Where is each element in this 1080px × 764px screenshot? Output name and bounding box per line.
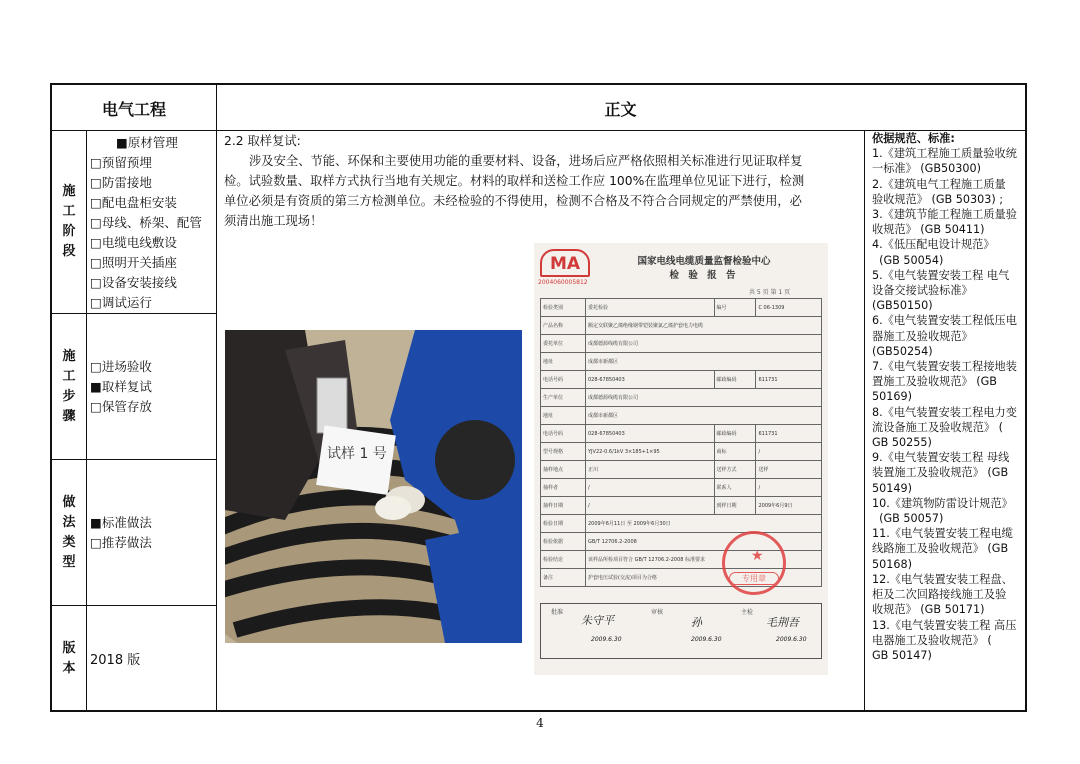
construction-steps-list: [90, 357, 152, 417]
header-left-title: 电气工程: [101, 100, 166, 119]
version-value: 2018 版: [90, 653, 141, 668]
standard-line: 10.《建筑物防雷设计规范》: [872, 496, 1013, 510]
report-row: [541, 461, 822, 479]
standard-line: 7.《电气装置安装工程接地装: [872, 360, 1017, 374]
report-cell: /: [586, 479, 715, 497]
standard-line: GB 50147): [872, 648, 932, 662]
report-cell: 商标: [714, 443, 756, 461]
list-item: □设备安装接线: [90, 275, 177, 290]
report-cell: 抽样者: [541, 479, 586, 497]
standard-line: 50149): [872, 481, 912, 495]
report-cell: 成都市新都区: [586, 353, 822, 371]
sign-label: 批准: [551, 609, 564, 616]
report-cell: 成都市新都区: [586, 407, 822, 425]
report-cell: 委托单位: [541, 335, 586, 353]
report-row: [541, 425, 822, 443]
paragraph-line: 涉及安全、节能、环保和主要使用功能的重要材料、设备，进场后应严格依照相关标准进行见证取样复: [249, 154, 803, 168]
report-row: [541, 407, 822, 425]
report-cell: 检验结论: [541, 551, 586, 569]
report-cell: /: [756, 443, 822, 461]
divider-standards-column: [864, 131, 865, 710]
standard-line: 设备交接试验标准》: [872, 284, 973, 298]
report-cell: 额定交联聚乙烯绝缘钢带铠装聚氯乙烯护套电力电缆: [586, 317, 822, 335]
standard-line: 2.《建筑电气工程施工质量: [872, 177, 1006, 191]
report-cell: 抽样地点: [541, 461, 586, 479]
content-heading: 2.2 取样复试:: [224, 134, 301, 148]
report-row: [541, 443, 822, 461]
report-row: [541, 371, 822, 389]
sampling-photo-illustration: [225, 330, 522, 643]
paper-note-text: 试样 1 号: [327, 446, 387, 462]
report-row: [541, 389, 822, 407]
method-type-list: [90, 513, 152, 553]
section-label-version: 版 本: [62, 641, 76, 676]
report-cell: 成都德源线缆有限公司: [586, 389, 822, 407]
report-title: 检 验 报 告: [669, 270, 739, 281]
report-cell: GB/T 12706.2-2008: [586, 533, 822, 551]
standard-line: 11.《电气装置安装工程电缆: [872, 527, 1013, 541]
divider-label-column: [86, 131, 87, 710]
report-cell: 2009年6月9日: [756, 497, 822, 515]
list-item: □防雷接地: [90, 175, 152, 190]
report-cell: 地址: [541, 407, 586, 425]
report-cell: 护套电压试验(交流)项目为合格: [586, 569, 822, 587]
report-row: [541, 353, 822, 371]
standard-line: 验收规范》 (GB 50303) ;: [872, 192, 1004, 206]
paragraph-line: 检。试验数量、取样方式执行当地有关规定。材料的取样和送检工作应 100%在监理单位见证下进行，检测: [224, 174, 805, 188]
report-cell: /: [756, 479, 822, 497]
sign-label: 审核: [651, 609, 664, 616]
standard-line: 一标准》 (GB50300): [872, 162, 981, 176]
report-cell: 检验依据: [541, 533, 586, 551]
sign-date: 2009.6.30: [691, 636, 722, 643]
report-cell: 611731: [756, 425, 822, 443]
list-item: □进场验收: [90, 359, 152, 374]
list-item: □保管存放: [90, 399, 152, 414]
standard-line: 12.《电气装置安装工程盘、: [872, 572, 1013, 586]
standard-line: 柜及二次回路接线施工及验: [872, 588, 1007, 602]
report-cell: 该样品所检项目符合 GB/T 12706.2-2008 标准要求: [586, 551, 822, 569]
report-cell: 送样方式: [714, 461, 756, 479]
standard-line: 50168): [872, 557, 912, 571]
standard-line: 收规范》 (GB 50171): [872, 603, 985, 617]
section-label-construction-steps: 施 工 步 骤: [62, 348, 76, 424]
test-report-image: [534, 243, 828, 675]
report-cell: 型号规格: [541, 443, 586, 461]
report-cell: 电话号码: [541, 425, 586, 443]
list-item: □配电盘柜安装: [90, 195, 177, 210]
report-cell: 2009年6月11日 至 2009年6月30日: [586, 515, 822, 533]
standard-line: 6.《电气装置安装工程低压电: [872, 314, 1017, 328]
report-cell: 电话号码: [541, 371, 586, 389]
report-cell: 生产单位: [541, 389, 586, 407]
report-cell: 正川: [586, 461, 715, 479]
list-item: ■标准做法: [90, 515, 152, 530]
report-cell: 委托检验: [586, 299, 715, 317]
standard-line: 9.《电气装置安装工程 母线: [872, 451, 1010, 465]
report-row: [541, 497, 822, 515]
report-cell: 成都德源线缆有限公司: [586, 335, 822, 353]
divider-left-column: [216, 85, 217, 710]
report-cell: 检验类别: [541, 299, 586, 317]
section-label-method-type: 做 法 类 型: [62, 494, 76, 570]
paragraph-line: 须清出施工现场！: [224, 214, 323, 228]
construction-phase-list: [90, 133, 202, 313]
report-cell: 邮政编码: [714, 425, 756, 443]
stamp-label: 专用章: [729, 572, 779, 585]
list-item: □推荐做法: [90, 535, 152, 550]
standard-line: 4.《低压配电设计规范》: [872, 238, 995, 252]
standard-line: 线路施工及验收规范》 (GB: [872, 542, 1009, 556]
stamp-star-icon: ★: [751, 548, 764, 564]
report-row: [541, 335, 822, 353]
report-cell: 到样日期: [714, 497, 756, 515]
list-item: □母线、桥架、配管: [90, 215, 202, 230]
official-stamp: [722, 531, 786, 595]
standard-line: 器施工及验收规范》: [872, 329, 973, 343]
standard-line: 装置施工及验收规范》 (GB: [872, 466, 1009, 480]
document-table: [50, 83, 1027, 712]
list-item: □预留预埋: [90, 155, 152, 170]
report-cell: C 06-1309: [756, 299, 822, 317]
content-text: [224, 131, 860, 231]
signature: 朱守平: [581, 614, 614, 627]
report-cell: YJV22-0.6/1kV 3×185+1×95: [586, 443, 715, 461]
report-cell: 联系人: [714, 479, 756, 497]
report-cell: 邮政编码: [714, 371, 756, 389]
standard-line: (GB 50054): [872, 253, 944, 267]
report-cell: 611731: [756, 371, 822, 389]
report-cell: 028-67850403: [586, 425, 715, 443]
header-main-title: 正文: [604, 100, 637, 119]
report-row: [541, 479, 822, 497]
cma-number: 2004060005812: [538, 279, 588, 286]
sampling-photo: [225, 330, 522, 643]
report-agency: 国家电线电缆质量监督检验中心: [637, 256, 771, 267]
signature: 毛荆吾: [766, 616, 799, 629]
list-item: □照明开关插座: [90, 255, 177, 270]
standards-title: 依据规范、标准:: [872, 132, 955, 145]
standard-line: 置施工及验收规范》 (GB: [872, 375, 997, 389]
report-page-info: 共 5 页 第 1 页: [749, 289, 791, 296]
standard-line: (GB 50057): [872, 512, 944, 526]
report-cell: 地址: [541, 353, 586, 371]
section-label-construction-phase: 施 工 阶 段: [62, 184, 76, 259]
standard-line: 1.《建筑工程施工质量验收统: [872, 147, 1017, 161]
standards-list: [872, 131, 1022, 663]
report-cell: 备注: [541, 569, 586, 587]
standard-line: 3.《建筑节能工程施工质量验: [872, 208, 1017, 222]
report-cell: 产品名称: [541, 317, 586, 335]
signature: 孙: [691, 616, 702, 629]
list-item: □调试运行: [90, 295, 152, 310]
cma-logo: MA: [540, 249, 590, 277]
list-item: □电缆电线敷设: [90, 235, 177, 250]
report-row: [541, 317, 822, 335]
list-item: ■取样复试: [90, 379, 152, 394]
standard-line: 50169): [872, 390, 912, 404]
sign-date: 2009.6.30: [776, 636, 807, 643]
standard-line: GB 50255): [872, 436, 932, 450]
standard-line: (GB50254): [872, 344, 933, 358]
report-cell: 028-67850403: [586, 371, 715, 389]
report-cell: 抽样日期: [541, 497, 586, 515]
page-number: 4: [536, 716, 544, 730]
report-row: [541, 299, 822, 317]
report-cell: 编号: [714, 299, 756, 317]
sign-label: 主检: [741, 609, 754, 616]
standard-line: 8.《电气装置安装工程电力变: [872, 405, 1017, 419]
standard-line: 流设备施工及验收规范》 (: [872, 420, 1003, 434]
report-cell: 检验日期: [541, 515, 586, 533]
list-item: ■原材管理: [116, 135, 178, 150]
standard-line: 5.《电气装置安装工程 电气: [872, 268, 1010, 282]
paragraph-line: 单位必须是有资质的第三方检测单位。未经检验的不得使用，检测不合格及不符合合同规定的严禁使用，必: [224, 194, 802, 208]
report-cell: 送样: [756, 461, 822, 479]
sign-date: 2009.6.30: [591, 636, 622, 643]
standard-line: (GB50150): [872, 299, 933, 313]
standard-line: 电器施工及验收规范》 (: [872, 633, 992, 647]
standard-line: 13.《电气装置安装工程 高压: [872, 618, 1017, 632]
standard-line: 收规范》 (GB 50411): [872, 223, 985, 237]
report-cell: /: [586, 497, 715, 515]
report-row: [541, 515, 822, 533]
report-signature-area: [540, 603, 822, 659]
